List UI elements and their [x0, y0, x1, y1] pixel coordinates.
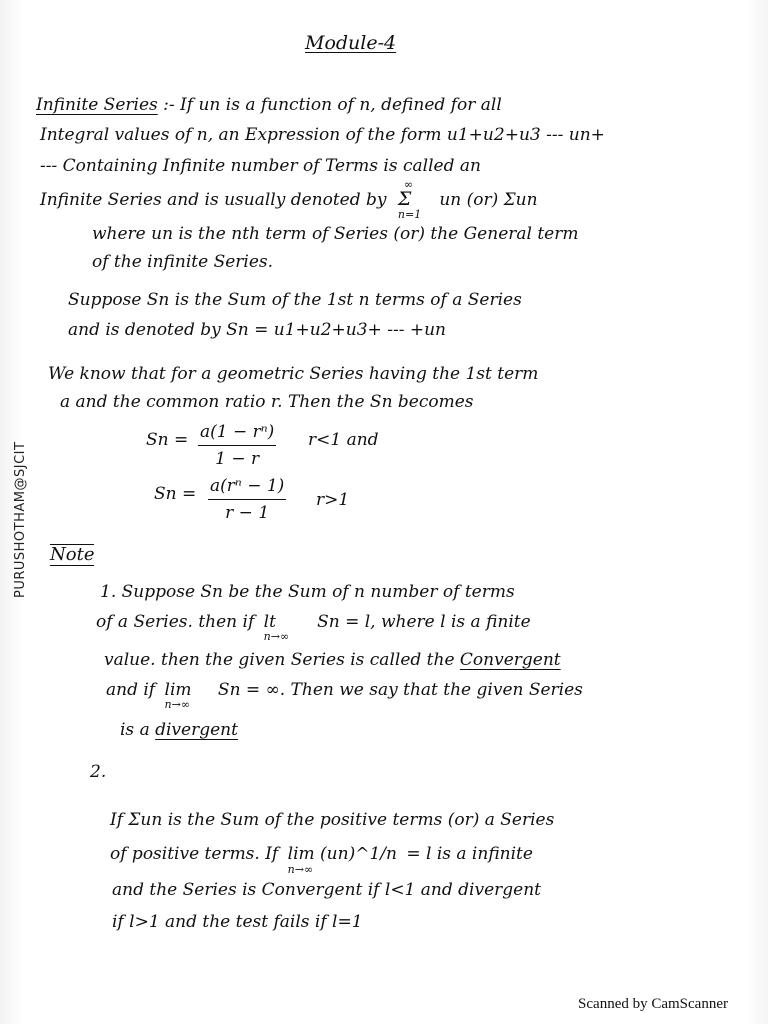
- note-item-1-line-4: [106, 680, 583, 711]
- limit-2-label: lim: [164, 680, 192, 700]
- note-item-1-text-5a: is a: [120, 720, 150, 740]
- limit-1-label: lt: [263, 612, 276, 632]
- partial-sum-line-1: Suppose Sn is the Sum of the 1st n terms of a Series: [68, 290, 522, 310]
- formula-1-lhs: Sn =: [146, 430, 189, 450]
- definition-text-1: If un is a function of n, defined for all: [180, 95, 502, 115]
- geometric-line-1: We know that for a geometric Series having the 1st term: [48, 364, 539, 384]
- note-heading: Note: [50, 544, 95, 565]
- limit-3-label: lim (un)^1/n: [287, 844, 397, 864]
- limit-1: [263, 612, 308, 643]
- definition-line-4: [40, 178, 538, 221]
- convergent-term: Convergent: [459, 650, 561, 670]
- divergent-term: divergent: [155, 720, 238, 740]
- definition-line-3: --- Containing Infinite number of Terms is called an: [40, 156, 481, 176]
- note-item-1-text-3a: value. then the given Series is called the: [104, 650, 455, 670]
- definition-text-4a: Infinite Series and is usually denoted by: [40, 190, 387, 210]
- page-title: Module-4: [305, 32, 397, 54]
- formula-1-denominator: 1 − r: [215, 449, 260, 469]
- formula-2-fraction: [208, 476, 286, 523]
- limit-1-subscript: n→∞: [263, 630, 290, 643]
- note-item-2-number: 2.: [90, 762, 107, 782]
- note-item-1-text-4b: Sn = ∞. Then we say that the given Series: [217, 680, 583, 700]
- formula-1-fraction: [198, 422, 276, 469]
- limit-2: [164, 680, 209, 711]
- limit-2-subscript: n→∞: [164, 698, 190, 711]
- summation-sigma: Σ: [397, 188, 412, 210]
- side-watermark: PURUSHOTHAM@SJCIT: [13, 441, 28, 598]
- definition-text-4b: un (or) Σun: [439, 190, 538, 210]
- limit-3: [287, 844, 397, 876]
- definition-line-5: where un is the nth term of Series (or) the General term: [92, 224, 579, 244]
- formula-2-condition: r>1: [316, 490, 350, 510]
- note-item-2-line-4: if l>1 and the test fails if l=1: [112, 912, 363, 932]
- formula-2-denominator: r − 1: [225, 503, 270, 523]
- note-item-1-text-2b: Sn = l, where l is a finite: [317, 612, 531, 632]
- formula-2-lhs: Sn =: [154, 484, 197, 504]
- partial-sum-line-2: and is denoted by Sn = u1+u2+u3+ --- +un: [68, 320, 446, 340]
- summation-upper: ∞: [403, 178, 414, 191]
- summation-lower: n=1: [397, 208, 422, 221]
- definition-line-6: of the infinite Series.: [92, 252, 274, 272]
- note-item-1-text-4a: and if: [106, 680, 156, 700]
- summation-symbol: [397, 178, 428, 221]
- note-item-2-line-3: and the Series is Convergent if l<1 and divergent: [112, 880, 541, 900]
- note-item-2-line-2: [110, 844, 533, 876]
- note-item-1-line-5: [120, 722, 238, 739]
- note-item-2-line-1: If Σun is the Sum of the positive terms (or) a Series: [110, 810, 555, 830]
- note-item-1-line-3: [104, 652, 561, 669]
- scanner-footer: Scanned by CamScanner: [578, 996, 728, 1012]
- definition-line-1: [36, 97, 502, 114]
- note-item-1-line-1: 1. Suppose Sn be the Sum of n number of terms: [100, 582, 515, 602]
- note-item-2-text-2b: = l is a infinite: [406, 844, 533, 864]
- note-item-1-text-2a: of a Series. then if: [96, 612, 255, 632]
- geometric-line-2: a and the common ratio r. Then the Sn becomes: [60, 392, 474, 412]
- formula-1-numerator: a(1 − rⁿ): [198, 422, 276, 446]
- definition-separator: :-: [163, 95, 175, 115]
- note-item-1-line-2: [96, 612, 531, 643]
- definition-line-2: Integral values of n, an Expression of the form u1+u2+u3 --- un+: [40, 125, 605, 145]
- definition-term: Infinite Series: [36, 95, 158, 115]
- limit-3-subscript: n→∞: [287, 863, 314, 876]
- note-item-2-text-2a: of positive terms. If: [110, 844, 279, 864]
- formula-2-numerator: a(rⁿ − 1): [208, 476, 286, 500]
- formula-1-condition: r<1 and: [308, 430, 379, 450]
